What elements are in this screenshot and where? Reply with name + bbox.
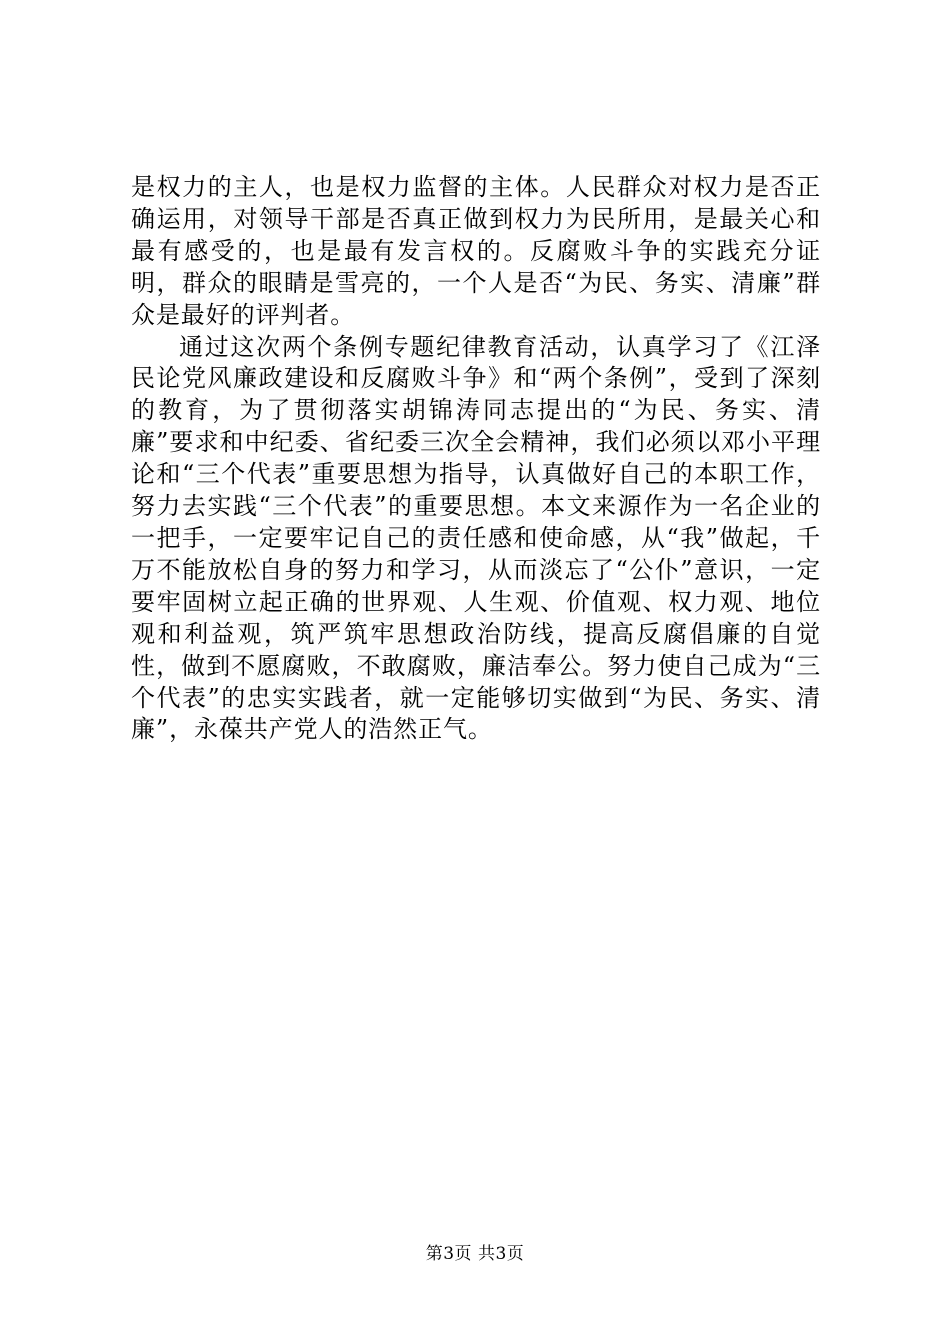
paragraph: 通过这次两个条例专题纪律教育活动，认真学习了《江泽民论党风廉政建设和反腐败斗争》和“两个条例”，受到了深刻的教育，为了贯彻落实胡锦涛同志提出的“为民、务实、清廉”要求和中纪委、省纪委三次全会精神，我们必须以邓小平理论和“三个代表”重要思想为指导，认真做好自己的本职工作，努力去实践“三个代表”的重要思想。本文来源作为一名企业的一把手，一定要牢记自己的责任感和使命感，从“我”做起，千万不能放松自身的努力和学习，从而淡忘了“公仆”意识，一定要牢固树立起正确的世界观、人生观、价值观、权力观、地位观和利益观，筑严筑牢思想政治防线，提高反腐倡廉的自觉性，做到不愿腐败，不敢腐败，廉洁奉公。努力使自己成为“三个代表”的忠实实践者，就一定能够切实做到“为民、务实、清廉”，永葆共产党人的浩然正气。 — [131, 332, 821, 744]
page-footer — [0, 1243, 950, 1265]
document-body — [131, 172, 821, 746]
paragraph-continuation: 是权力的主人，也是权力监督的主体。人民群众对权力是否正确运用，对领导干部是否真正做到权力为民所用，是最关心和最有感受的，也是最有发言权的。反腐败斗争的实践充分证明，群众的眼睛是雪亮的，一个人是否“为民、务实、清廉”群众是最好的评判者。 — [131, 173, 821, 329]
page-number-label: 第3页 共3页 — [425, 1244, 525, 1264]
